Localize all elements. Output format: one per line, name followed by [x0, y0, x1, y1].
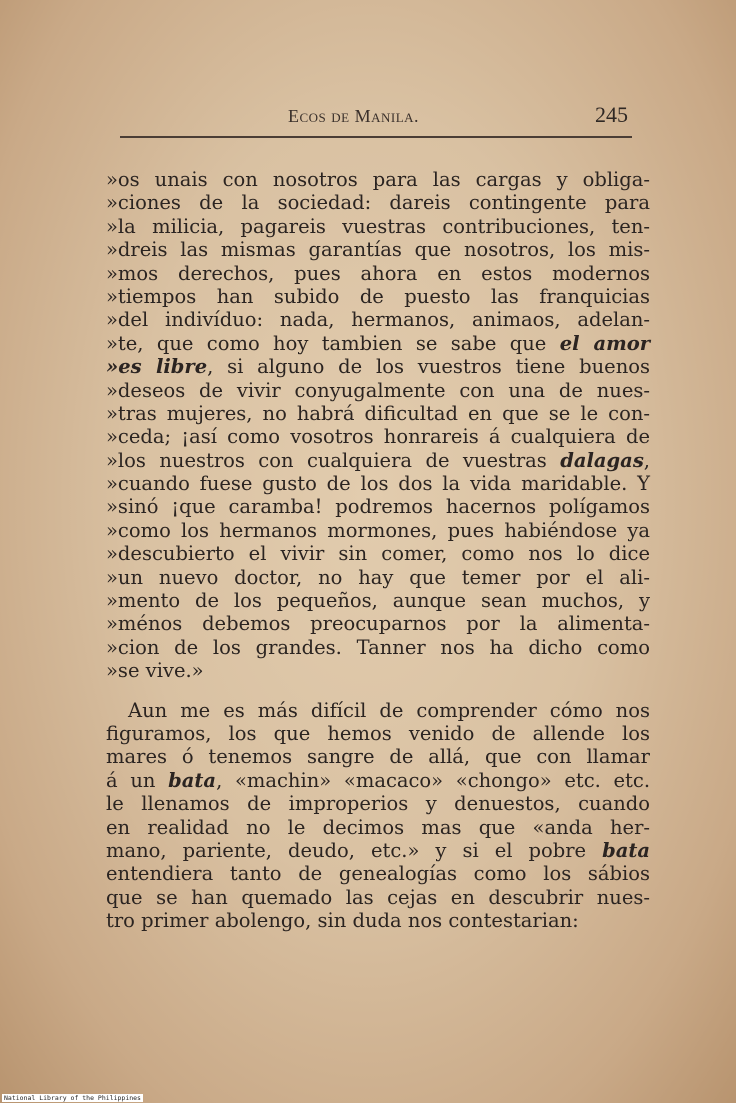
text-line: »sinó ¡que caramba! podremos hacernos polígamos [106, 495, 650, 519]
text-line: »un nuevo doctor, no hay que temer por el ali- [106, 565, 650, 589]
text-line: »os unais con nosotros para las cargas y obliga- [106, 168, 650, 191]
text-line [106, 355, 650, 378]
text-line: figuramos, los que hemos venido de allende los [106, 721, 650, 745]
text-line: »cuando fuese gusto de los dos la vida maridable. Y [106, 472, 650, 496]
text-line: »se vive.» [106, 659, 204, 683]
page-number: 245 [595, 102, 628, 127]
text-line: le llenamos de improperios y denuestos, cuando [106, 792, 650, 816]
text-line [106, 769, 650, 792]
text-segment: »los nuestros con cualquiera de vuestras [106, 448, 561, 472]
text-line: entendiera tanto de genealogías como los sábios [106, 862, 650, 886]
italic-term: bata [602, 838, 650, 862]
italic-term: dalagas [560, 448, 644, 472]
text-segment: mano, pariente, deudo, etc.» y si el pobre [106, 838, 603, 862]
text-segment: »te, que como hoy tambien se sabe que [106, 331, 560, 355]
text-line: tro primer abolengo, sin duda nos contestarian: [106, 909, 579, 933]
text-line: »dreis las mismas garantías que nosotros, los mis- [106, 238, 650, 262]
text-segment: , si alguno de los vuestros tiene buenos [207, 355, 651, 379]
italic-term: bata [168, 768, 217, 792]
text-line: que se han quemado las cejas en descubrir nues- [106, 885, 650, 909]
text-line: Aun me es más difícil de comprender cómo nos [128, 698, 650, 722]
text-line: »como los hermanos mormones, pues habiéndose ya [106, 518, 650, 542]
text-line [106, 332, 650, 355]
page-header [120, 100, 632, 140]
text-line [106, 449, 650, 472]
paragraph-commentary [106, 699, 650, 933]
text-segment: á un [106, 768, 169, 792]
header-rule [120, 136, 632, 138]
body-text [106, 168, 650, 933]
italic-term: »es libre [106, 355, 208, 379]
text-line: »del indivíduo: nada, hermanos, animaos, adelan- [106, 308, 650, 332]
text-line: »ciones de la sociedad: dareis contingente para [106, 191, 650, 215]
text-line: »cion de los grandes. Tanner nos ha dicho como [106, 635, 650, 659]
text-line: »descubierto el vivir sin comer, como nos lo dice [106, 542, 650, 566]
text-line: mares ó tenemos sangre de allá, que con llamar [106, 745, 650, 769]
text-line: »ménos debemos preocuparnos por la alimenta- [106, 612, 650, 636]
text-segment: , [643, 448, 650, 472]
text-segment: , «machin» «macaco» «chongo» etc. etc. [216, 768, 651, 792]
text-line: »ceda; ¡así como vosotros honrareis á cualquiera de [106, 425, 650, 449]
paragraph-quote [106, 168, 650, 683]
text-line: »mos derechos, pues ahora en estos modernos [106, 261, 650, 285]
running-title: Ecos de Manila. [288, 106, 420, 126]
text-line: en realidad no le decimos mas que «anda her- [106, 815, 650, 839]
text-line: »deseos de vivir conyugalmente con una de nues- [106, 378, 650, 402]
text-line: »tras mujeres, no habrá dificultad en que se le con- [106, 401, 650, 425]
text-line: »tiempos han subido de puesto las franquicias [106, 284, 650, 308]
text-line: »mento de los pequeños, aunque sean muchos, y [106, 589, 650, 613]
text-line: »la milicia, pagareis vuestras contribuciones, ten- [106, 214, 650, 238]
library-credit: National Library of the Philippines [4, 1094, 141, 1102]
italic-term: el amor [559, 331, 650, 355]
text-line [106, 839, 650, 862]
